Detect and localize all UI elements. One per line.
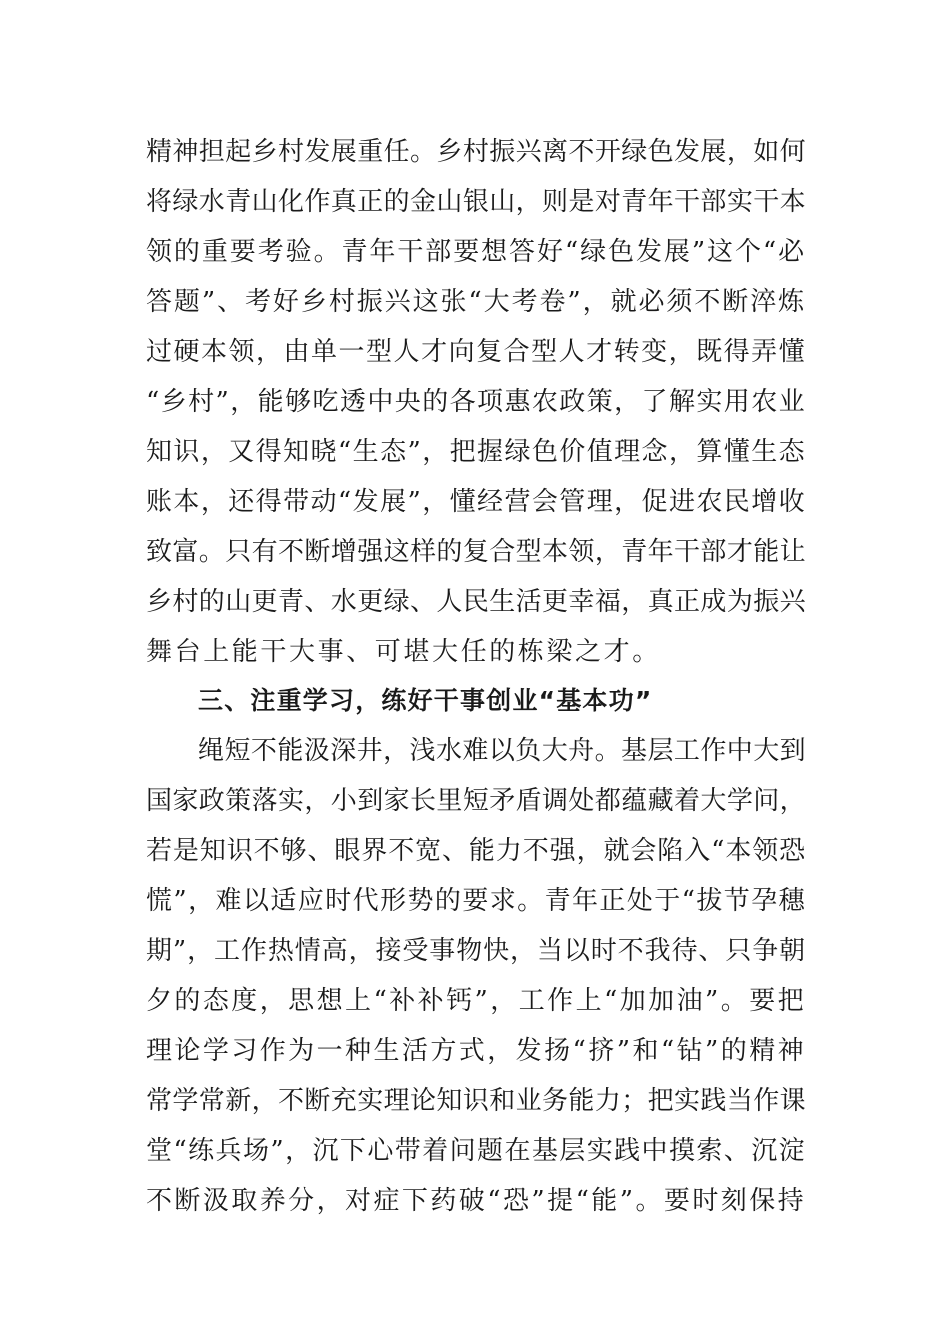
- text-line: 领的重要考验。青年干部要想答好“绿色发展”这个“必: [146, 237, 806, 267]
- text-line: 将绿水青山化作真正的金山银山，则是对青年干部实干本: [146, 187, 806, 217]
- text-line: 精神担起乡村发展重任。乡村振兴离不开绿色发展，如何: [146, 137, 806, 167]
- text-line: 知识，又得知晓“生态”，把握绿色价值理念，算懂生态: [146, 437, 806, 467]
- text-line: 慌”，难以适应时代形势的要求。青年正处于“拔节孕穗: [146, 886, 806, 916]
- text-line: 答题”、考好乡村振兴这张“大考卷”，就必须不断淬炼: [146, 287, 806, 317]
- section-heading: 三、注重学习，练好干事创业“基本功”: [198, 686, 653, 715]
- text-line: 若是知识不够、眼界不宽、能力不强，就会陷入“本领恐: [146, 836, 806, 866]
- text-line: “乡村”，能够吃透中央的各项惠农政策，了解实用农业: [146, 387, 806, 417]
- text-line: 常学常新，不断充实理论知识和业务能力；把实践当作课: [146, 1086, 806, 1116]
- text-line: 舞台上能干大事、可堪大任的栋梁之才。: [146, 637, 661, 667]
- text-line: 过硬本领，由单一型人才向复合型人才转变，既得弄懂: [146, 337, 806, 367]
- text-line: 夕的态度，思想上“补补钙”，工作上“加加油”。要把: [146, 986, 806, 1016]
- text-line: 期”，工作热情高，接受事物快，当以时不我待、只争朝: [146, 936, 806, 966]
- text-line: 不断汲取养分，对症下药破“恐”提“能”。要时刻保持: [146, 1186, 806, 1216]
- text-line: 账本，还得带动“发展”，懂经营会管理，促进农民增收: [146, 487, 806, 517]
- text-line: 堂“练兵场”，沉下心带着问题在基层实践中摸索、沉淀: [146, 1136, 806, 1166]
- text-line: 乡村的山更青、水更绿、人民生活更幸福，真正成为振兴: [146, 587, 806, 617]
- text-line: 国家政策落实，小到家长里短矛盾调处都蕴藏着大学问，: [146, 786, 806, 816]
- text-line: 理论学习作为一种生活方式，发扬“挤”和“钻”的精神: [146, 1036, 806, 1066]
- text-line: 绳短不能汲深井，浅水难以负大舟。基层工作中大到: [198, 736, 806, 766]
- text-line: 致富。只有不断增强这样的复合型本领，青年干部才能让: [146, 537, 806, 567]
